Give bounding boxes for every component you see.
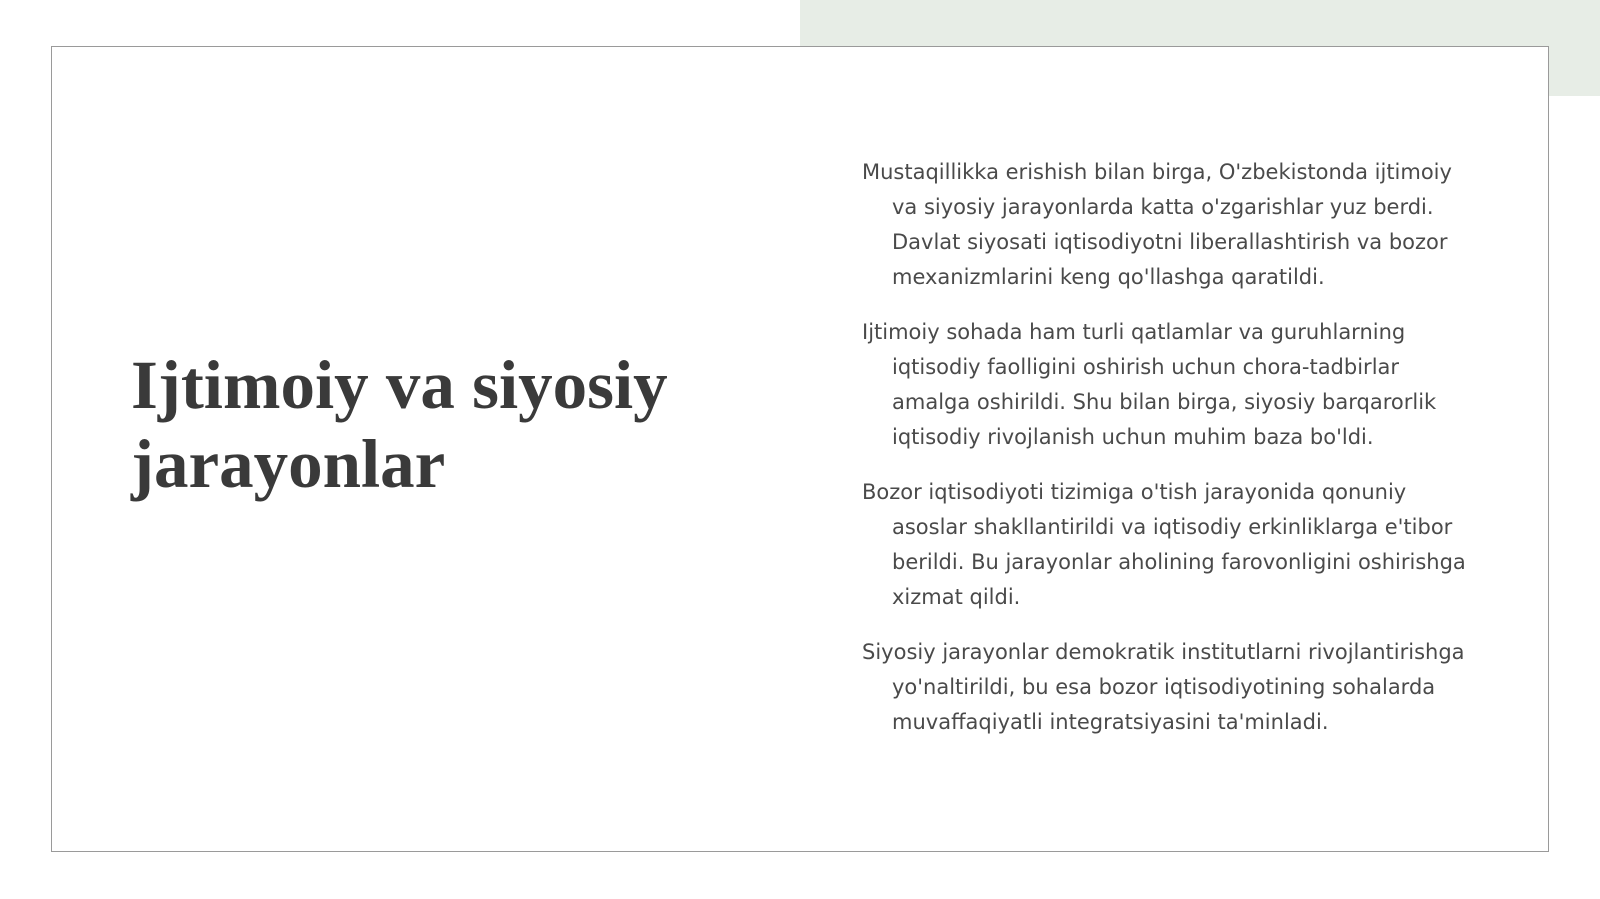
slide-title: Ijtimoiy va siyosiy jarayonlar bbox=[131, 347, 668, 502]
body-paragraph: Mustaqillikka erishish bilan birga, O'zbekistonda ijtimoiy va siyosiy jarayonlarda katta o'zgarishlar yuz berdi. Davlat siyosati iqtisodiyotni liberallashtirish va bozor mexanizmlarini keng qo'llashga qaratildi. bbox=[862, 160, 1452, 289]
body-paragraph: Siyosiy jarayonlar demokratik institutlarni rivojlantirishga yo'naltirildi, bu esa bozor iqtisodiyotining sohalarda muvaffaqiyatli integratsiyasini ta'minladi. bbox=[862, 640, 1465, 734]
body-paragraph: Ijtimoiy sohada ham turli qatlamlar va guruhlarning iqtisodiy faolligini oshirish uchun chora-tadbirlar amalga oshirildi. Shu bilan birga, siyosiy barqarorlik iqtisodiy rivojlanish uchun muhim baza bo'ldi. bbox=[862, 320, 1437, 449]
slide-body bbox=[862, 155, 1482, 760]
body-paragraph: Bozor iqtisodiyoti tizimiga o'tish jarayonida qonuniy asoslar shakllantirildi va iqtisodiy erkinliklarga e'tibor berildi. Bu jarayonlar aholining farovonligini oshirishga xizmat qildi. bbox=[862, 480, 1466, 609]
